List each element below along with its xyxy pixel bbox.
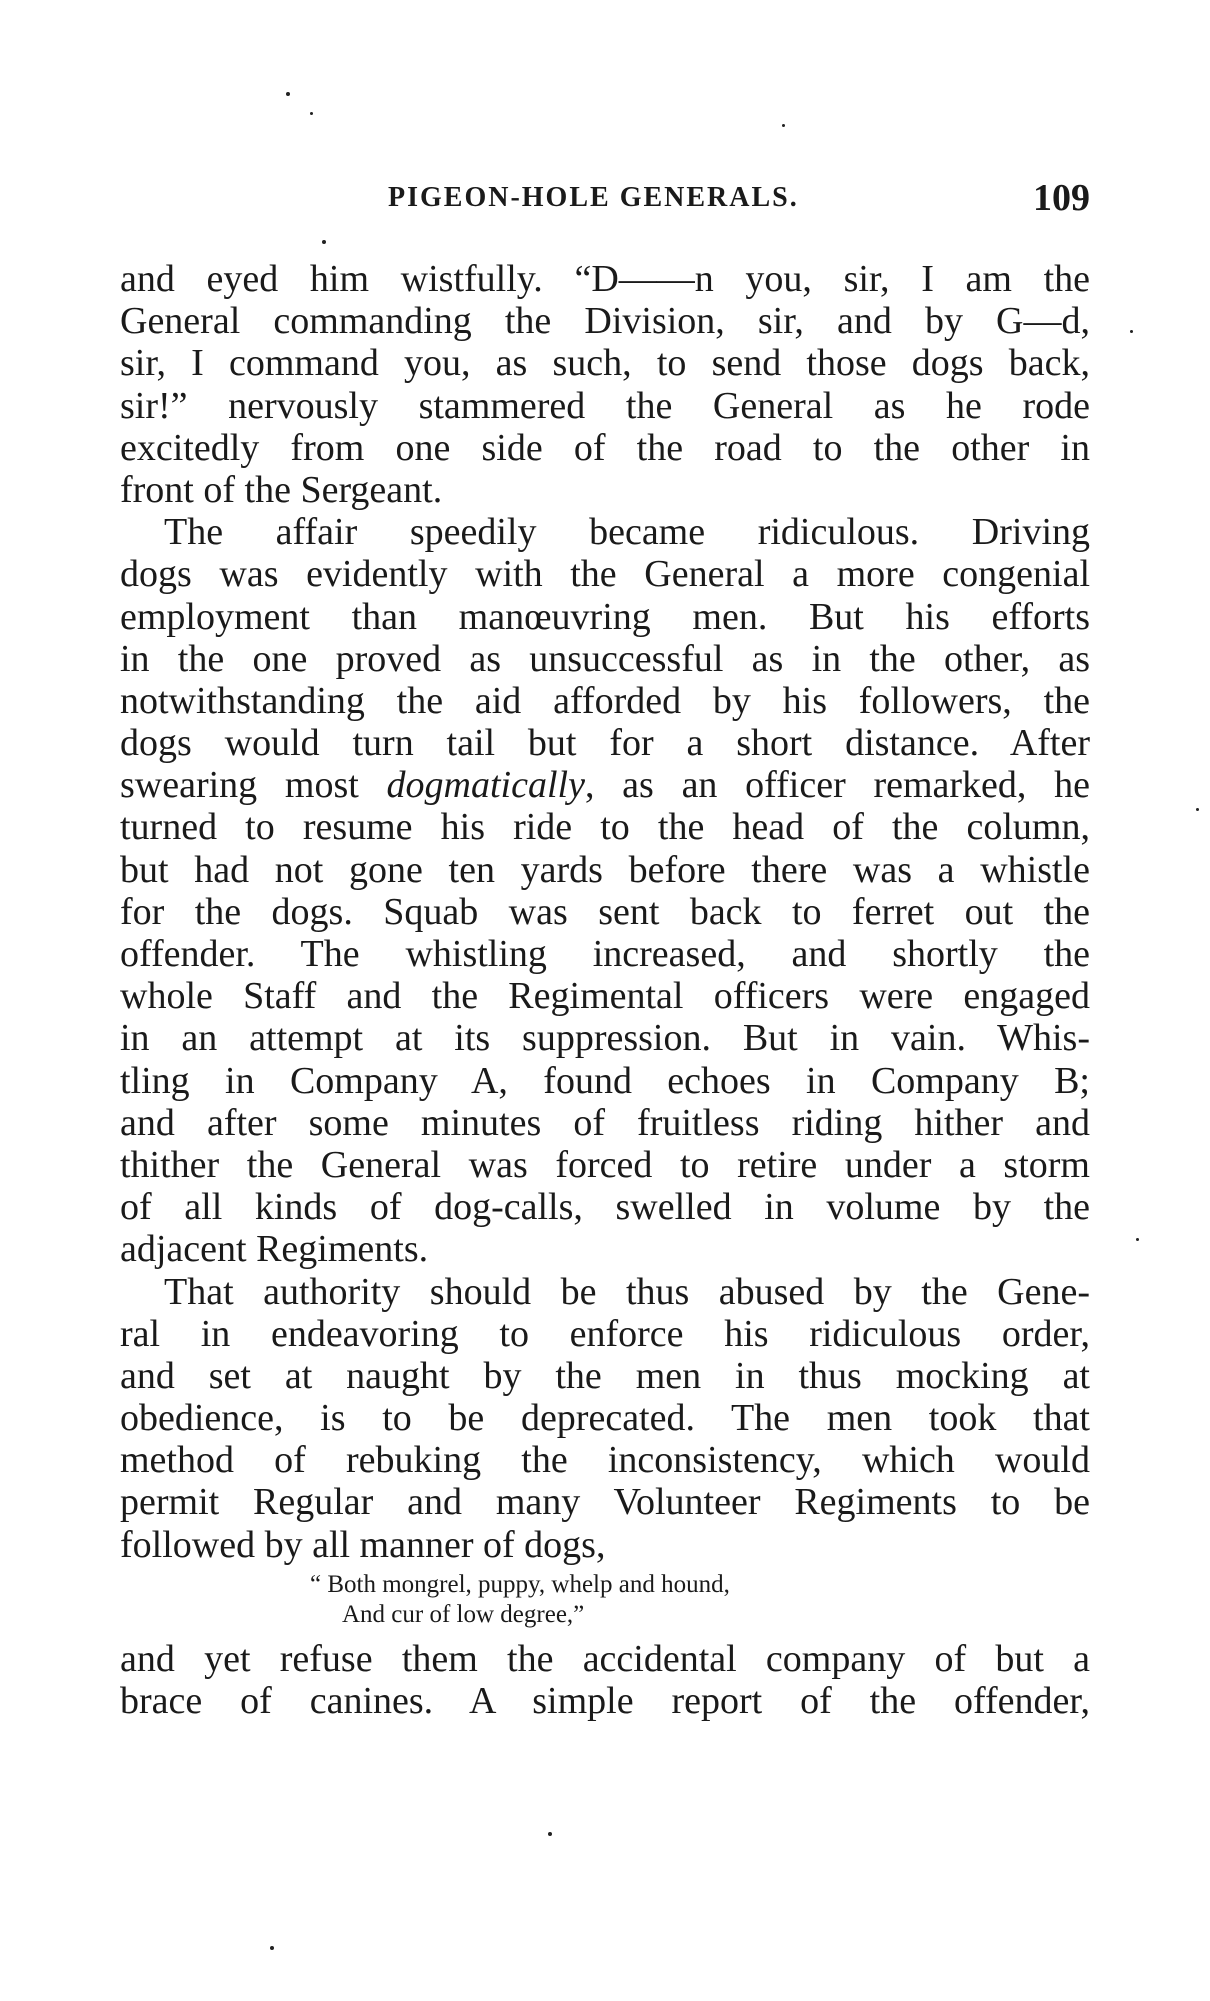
text-segment: , as an officer remarked, he bbox=[584, 764, 1091, 807]
text-line: of all kinds of dog-calls, swelled in volume by the bbox=[120, 1186, 1090, 1229]
text-line: General commanding the Division, sir, and by G—d, bbox=[120, 300, 1090, 343]
text-line: sir!” nervously stammered the General as he rode bbox=[120, 384, 1090, 427]
text-line: in the one proved as unsuccessful as in the other, as bbox=[120, 637, 1090, 680]
scan-speck bbox=[1196, 808, 1199, 811]
text-line: in an attempt at its suppression. But in vain. Whis- bbox=[120, 1017, 1090, 1060]
text-line: notwithstanding the aid afforded by his followers, the bbox=[120, 679, 1090, 722]
text-line: followed by all manner of dogs, bbox=[120, 1523, 606, 1566]
text-line: but had not gone ten yards before there was a whistle bbox=[120, 848, 1090, 891]
text-line: and after some minutes of fruitless riding hither and bbox=[120, 1101, 1090, 1144]
scan-speck bbox=[270, 1946, 274, 1950]
text-line: dogs would turn tail but for a short distance. After bbox=[120, 722, 1090, 765]
scan-speck bbox=[310, 112, 313, 115]
text-line: offender. The whistling increased, and shortly the bbox=[120, 933, 1090, 975]
verse-line: “ Both mongrel, puppy, whelp and hound, bbox=[310, 1570, 730, 1598]
scan-speck bbox=[782, 124, 785, 127]
text-line: whole Staff and the Regimental officers were engaged bbox=[120, 975, 1090, 1018]
italic-word: dogmatically bbox=[386, 764, 585, 807]
verse-line: And cur of low degree,” bbox=[342, 1600, 585, 1628]
text-line: ral in endeavoring to enforce his ridiculous order, bbox=[120, 1312, 1090, 1355]
page-number: 109 bbox=[1033, 177, 1090, 219]
scan-speck bbox=[1136, 1238, 1139, 1241]
paragraph-start-line: That authority should be thus abused by the Gene- bbox=[164, 1270, 1090, 1313]
page-header bbox=[120, 177, 1090, 232]
verse-quote bbox=[310, 1570, 1090, 1630]
running-title: PIGEON-HOLE GENERALS. bbox=[388, 182, 799, 213]
text-line: thither the General was forced to retire under a storm bbox=[120, 1143, 1090, 1186]
text-line: tling in Company A, found echoes in Company B; bbox=[120, 1059, 1090, 1102]
body-text bbox=[120, 258, 1090, 1722]
text-line: obedience, is to be deprecated. The men took that bbox=[120, 1397, 1090, 1440]
text-segment: swearing most bbox=[120, 764, 387, 807]
text-line: method of rebuking the inconsistency, which would bbox=[120, 1439, 1090, 1482]
text-line: for the dogs. Squab was sent back to ferret out the bbox=[120, 890, 1090, 933]
text-line: dogs was evidently with the General a more congenial bbox=[120, 553, 1090, 596]
text-line: and eyed him wistfully. “D——n you, sir, I am the bbox=[120, 258, 1090, 300]
paragraph-start-line: The affair speedily became ridiculous. Driving bbox=[164, 511, 1090, 554]
scan-speck bbox=[1130, 330, 1133, 333]
text-line bbox=[120, 764, 1090, 806]
text-line: turned to resume his ride to the head of the column, bbox=[120, 806, 1090, 849]
text-line: excitedly from one side of the road to the other in bbox=[120, 426, 1090, 469]
text-line: and set at naught by the men in thus mocking at bbox=[120, 1354, 1090, 1397]
scan-speck bbox=[286, 92, 290, 96]
text-line: employment than manœuvring men. But his efforts bbox=[120, 595, 1090, 638]
text-line: and yet refuse them the accidental company of but a bbox=[120, 1637, 1090, 1680]
text-line: front of the Sergeant. bbox=[120, 468, 443, 511]
scan-speck bbox=[548, 1832, 552, 1836]
scan-speck bbox=[322, 240, 326, 244]
text-line: sir, I command you, as such, to send those dogs back, bbox=[120, 342, 1090, 385]
text-line: adjacent Regiments. bbox=[120, 1228, 429, 1271]
text-line: permit Regular and many Volunteer Regiments to be bbox=[120, 1481, 1090, 1524]
text-line: brace of canines. A simple report of the offender, bbox=[120, 1680, 1090, 1722]
